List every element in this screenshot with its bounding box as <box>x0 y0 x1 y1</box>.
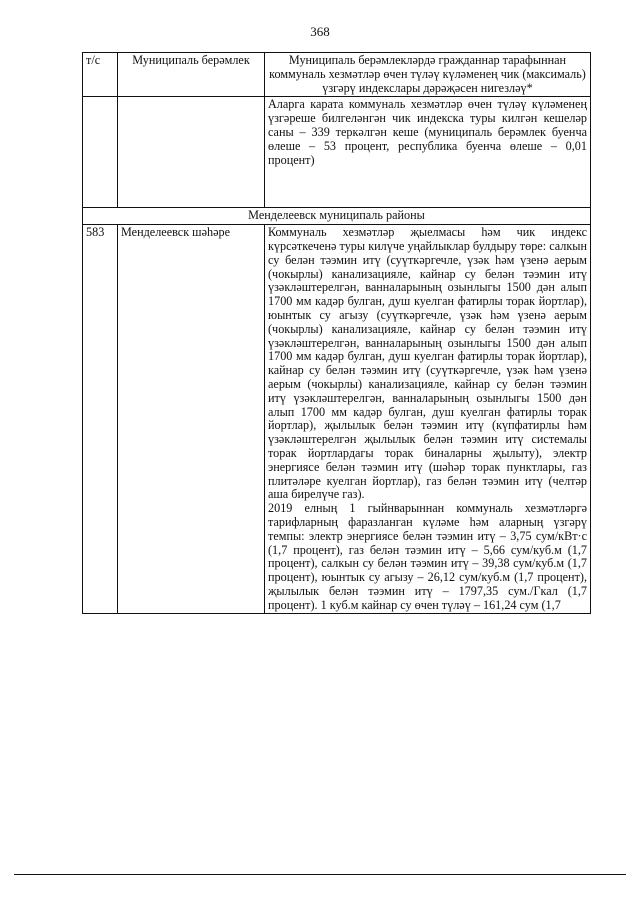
row-municipality: Менделеевск шәһәре <box>118 225 265 614</box>
header-municipality: Муниципаль берәмлек <box>118 53 265 97</box>
continuation-municipality-cell <box>118 97 265 208</box>
table-row <box>83 225 591 614</box>
continuation-text: Аларга карата коммуналь хезмәтләр өчен түләү күләменең үзгәреше билгеләнгән чик индекска туры килгән кешеләр саны – 339 теркәлгән кеше (муниципаль берәмлек буенча өлеше – 53 процент, республика буенча өлеше – 0,01 процент) <box>265 97 591 208</box>
row-basis-paragraph-1: Коммуналь хезмәтләр җыелмасы һәм чик индекс күрсәткеченә туры килүче уңайлыклар булдыру төре: салкын су белән тәэмин итү (суүткәргечле, үзәк һәм үзенә аерым (чокырлы) канализацияле, кайнар су белән тәэмин итү үзәкләштерелгән, ванналарының озынлыгы 1500 дән алып 1700 мм кадәр булган, душ куелган фатирлы торак йортлар), юынтык су агызу (суүткәргечле, үзәк һәм үзенә аерым (чокырлы) канализацияле, кайнар су белән тәэмин итү үзәкләштерелгән, ванналарының озынлыгы 1500 дән алып 1700 мм кадәр булган, душ куелган фатирлы торак йортлар), кайнар су белән тәэмин итү (суүткәргечле, үзәк һәм үзенә аерым (чокырлы) канализацияле, кайнар су белән тәэмин итү үзәкләштерелгән, ванналарының озынлыгы 1500 дән алып 1700 мм кадәр булган, душ куелган фатирлы торак йортлар), җылылык белән тәэмин итү (күпфатирлы һәм үзәкләштерелгән җылылык белән тәэмин итү системалы торак йортлардагы торак биналарны җылыту), электр энергиясе белән тәэмин итү (шәһәр торак пунктлары, газ плитәләре куелган йортлар), газ белән тәэмин итү (челтәр аша бирелүче газ). <box>268 225 587 502</box>
municipal-index-table <box>82 52 591 614</box>
table-header-row <box>83 53 591 97</box>
section-title: Менделеевск муниципаль районы <box>83 208 591 225</box>
header-basis: Муниципаль берәмлекләрдә гражданнар тарафыннан коммуналь хезмәтләр өчен түләү күләменең чик (максималь) үзгәрү индекслары дәрәҗәсен нигезләү* <box>265 53 591 97</box>
continuation-number-cell <box>83 97 118 208</box>
row-basis-cell <box>265 225 591 614</box>
row-basis-paragraph-2: 2019 елның 1 гыйнварыннан коммуналь хезмәтләргә тарифларның фаразланган күләме һәм аларның үзгәрү темпы: электр энергиясе белән тәэмин итү – 3,75 сум/кВт·с (1,7 процент), газ белән тәэмин итү – 5,66 сум/куб.м (1,7 процент), салкын су белән тәэмин итү – 39,38 сум/куб.м (1,7 процент), юынтык су агызу – 26,12 сум/куб.м (1,7 процент), җылылык белән тәэмин итү – 1797,35 сум./Гкал (1,7 процент). 1 куб.м кайнар су өчен түләү – 161,24 сум (1,7 <box>268 501 587 612</box>
header-number: т/с <box>83 53 118 97</box>
row-number: 583 <box>83 225 118 614</box>
section-row <box>83 208 591 225</box>
table-row-continuation <box>83 97 591 208</box>
page-bottom-rule <box>14 874 626 875</box>
page-number: 368 <box>310 24 330 39</box>
